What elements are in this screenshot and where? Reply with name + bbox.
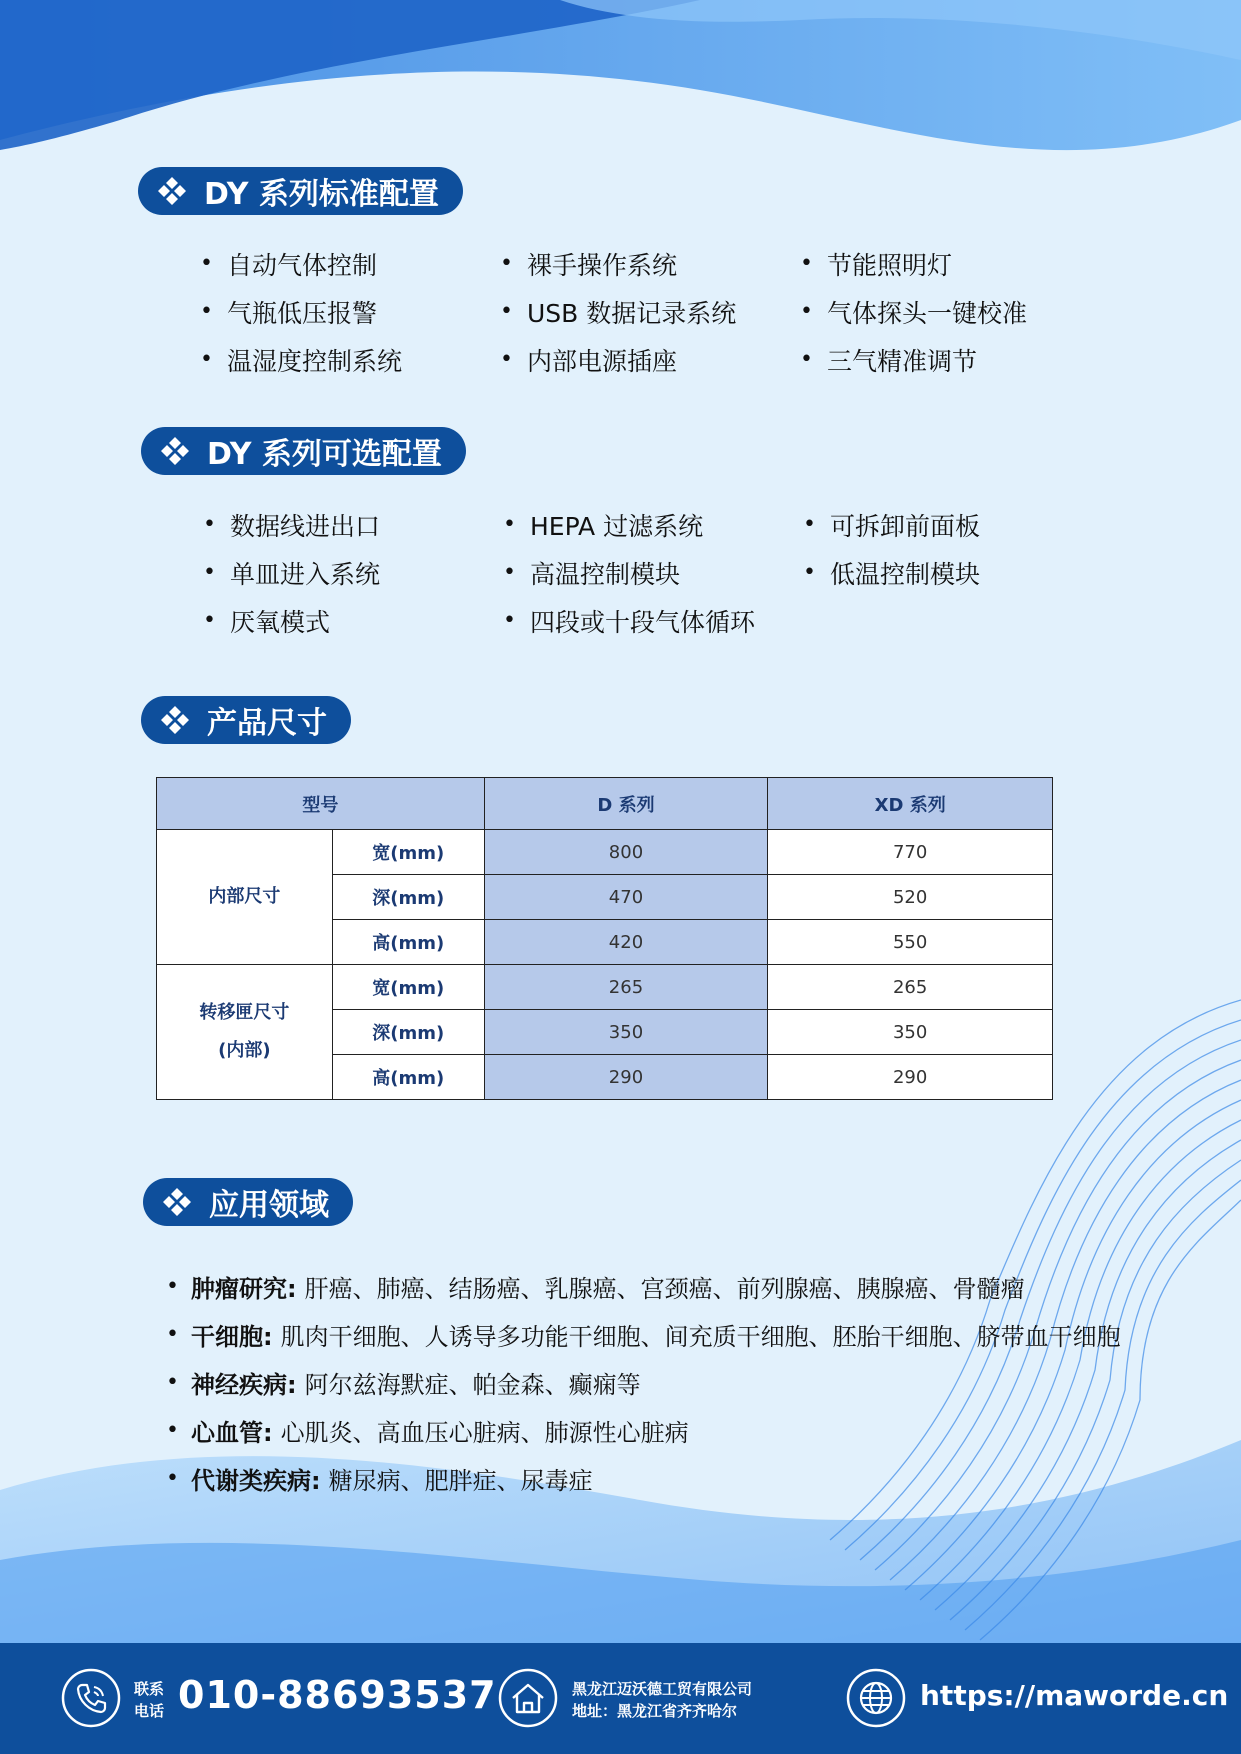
optional-config-list — [203, 508, 1103, 637]
cell-d: 800 — [484, 830, 768, 875]
cell-d: 265 — [484, 965, 768, 1010]
row-label: 高(mm) — [332, 1055, 484, 1100]
list-item: • 可拆卸前面板 — [803, 508, 1103, 541]
application-text: 阿尔兹海默症、帕金森、癫痫等 — [304, 1370, 641, 1399]
cell-xd: 290 — [768, 1055, 1053, 1100]
standard-config-list — [200, 247, 1100, 376]
application-text: 心肌炎、高血压心脏病、肺源性心脏病 — [280, 1418, 689, 1447]
cell-xd: 350 — [768, 1010, 1053, 1055]
optional-config-heading — [141, 427, 466, 475]
list-item: • 温湿度控制系统 — [200, 343, 500, 376]
phone-icon — [60, 1667, 122, 1729]
application-label: • 神经疾病: — [190, 1370, 297, 1399]
application-text: 肌肉干细胞、人诱导多功能干细胞、间充质干细胞、胚胎干细胞、脐带血干细胞 — [280, 1322, 1121, 1351]
list-item — [166, 1454, 1121, 1502]
dimensions-heading — [141, 696, 351, 744]
diamond-icon — [159, 435, 191, 467]
row-label: 宽(mm) — [332, 830, 484, 875]
header-model: 型号 — [157, 778, 485, 830]
diamond-icon — [159, 704, 191, 736]
header-d-series: D 系列 — [484, 778, 768, 830]
list-item: • 数据线进出口 — [203, 508, 503, 541]
contact-label-line2: 电话 — [134, 1702, 165, 1720]
home-icon — [497, 1667, 559, 1729]
list-item — [166, 1406, 1121, 1454]
diamond-icon — [156, 175, 188, 207]
globe-icon — [845, 1667, 907, 1729]
website-link[interactable]: https://maworde.cn — [920, 1679, 1229, 1712]
application-label: • 心血管: — [190, 1418, 273, 1447]
dimensions-title: 产品尺寸 — [207, 706, 327, 741]
cell-d: 420 — [484, 920, 768, 965]
company-address: 地址：黑龙江省齐齐哈尔 — [572, 1702, 738, 1720]
dimensions-table — [156, 777, 1053, 1100]
row-label: 深(mm) — [332, 875, 484, 920]
list-item: • 高温控制模块 — [503, 556, 803, 589]
optional-config-title: DY 系列可选配置 — [207, 437, 442, 472]
application-label: • 代谢类疾病: — [190, 1466, 321, 1495]
standard-config-heading — [138, 167, 463, 215]
applications-title: 应用领域 — [209, 1188, 329, 1223]
cell-xd: 265 — [768, 965, 1053, 1010]
cell-d: 290 — [484, 1055, 768, 1100]
list-item: • 厌氧模式 — [203, 604, 503, 637]
application-label: • 干细胞: — [190, 1322, 273, 1351]
list-item — [166, 1358, 1121, 1406]
list-item: • 节能照明灯 — [800, 247, 1100, 280]
application-text: 糖尿病、肥胖症、尿毒症 — [328, 1466, 593, 1495]
applications-list — [166, 1262, 1121, 1502]
list-item — [166, 1262, 1121, 1310]
application-text: 肝癌、肺癌、结肠癌、乳腺癌、宫颈癌、前列腺癌、胰腺癌、骨髓瘤 — [304, 1274, 1025, 1303]
diamond-icon — [161, 1186, 193, 1218]
row-label: 高(mm) — [332, 920, 484, 965]
list-item — [166, 1310, 1121, 1358]
table-row — [157, 830, 1053, 875]
cell-xd: 550 — [768, 920, 1053, 965]
cell-xd: 770 — [768, 830, 1053, 875]
application-label: • 肿瘤研究: — [190, 1274, 297, 1303]
header-xd-series: XD 系列 — [768, 778, 1053, 830]
group-label-line1: 转移匣尺寸 — [199, 1002, 290, 1023]
cell-d: 350 — [484, 1010, 768, 1055]
row-label: 宽(mm) — [332, 965, 484, 1010]
phone-number[interactable]: 010-88693537 — [178, 1673, 497, 1717]
list-item: • 四段或十段气体循环 — [503, 604, 803, 637]
table-header-row — [157, 778, 1053, 830]
list-item: • 低温控制模块 — [803, 556, 1103, 589]
cell-xd: 520 — [768, 875, 1053, 920]
list-item: • 单皿进入系统 — [203, 556, 503, 589]
list-item: • 气体探头一键校准 — [800, 295, 1100, 328]
applications-heading — [143, 1178, 353, 1226]
list-item: • 三气精准调节 — [800, 343, 1100, 376]
contact-label-line1: 联系 — [134, 1680, 165, 1698]
group-transfer-box-dimensions — [157, 965, 333, 1100]
list-item: • 内部电源插座 — [500, 343, 800, 376]
table-row — [157, 965, 1053, 1010]
list-item: • USB 数据记录系统 — [500, 295, 800, 328]
list-item: • 气瓶低压报警 — [200, 295, 500, 328]
contact-label — [134, 1678, 164, 1722]
standard-config-title: DY 系列标准配置 — [204, 177, 439, 212]
company-info — [572, 1678, 752, 1722]
row-label: 深(mm) — [332, 1010, 484, 1055]
company-name: 黑龙江迈沃德工贸有限公司 — [572, 1680, 753, 1698]
group-internal-dimensions: 内部尺寸 — [157, 830, 333, 965]
list-item: • HEPA 过滤系统 — [503, 508, 803, 541]
list-item: • 裸手操作系统 — [500, 247, 800, 280]
group-label-line2: (内部) — [218, 1040, 271, 1061]
footer-bar — [0, 1643, 1241, 1754]
cell-d: 470 — [484, 875, 768, 920]
list-item: • 自动气体控制 — [200, 247, 500, 280]
